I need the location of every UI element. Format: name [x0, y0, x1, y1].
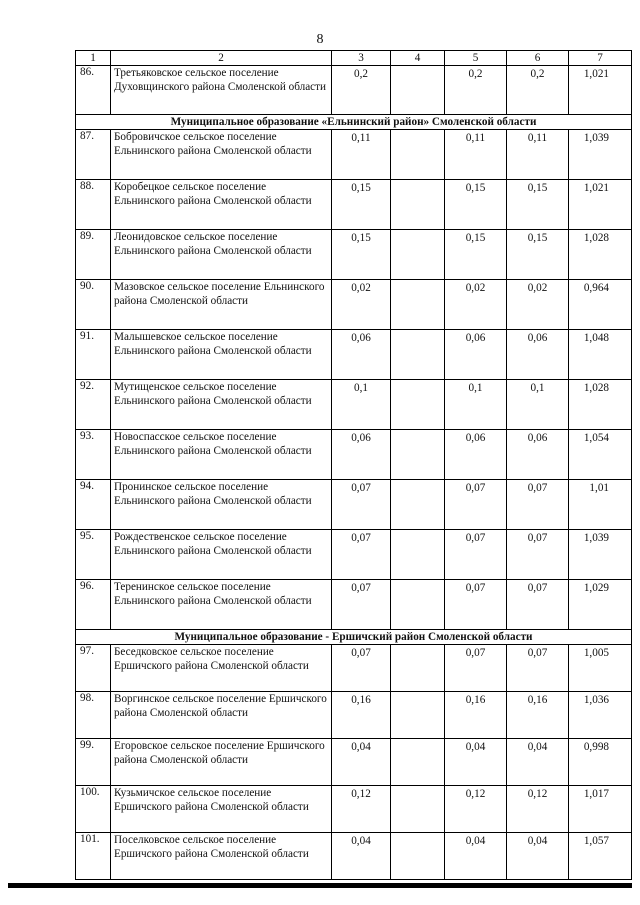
value-col4	[391, 130, 445, 180]
value-col5: 0,07	[445, 645, 507, 692]
table-row	[76, 430, 632, 480]
settlement-name: Кузьмичское сельское поселение Ершичского района Смоленской области	[111, 786, 332, 833]
row-number: 91.	[76, 330, 111, 380]
value-col3: 0,11	[332, 130, 391, 180]
value-col3: 0,04	[332, 739, 391, 786]
value-col3: 0,1	[332, 380, 391, 430]
value-col4	[391, 480, 445, 530]
settlement-name: Егоровское сельское поселение Ершичского района Смоленской области	[111, 739, 332, 786]
column-header: 1	[76, 51, 111, 66]
table-row	[76, 739, 632, 786]
settlement-name: Теренинское сельское поселение Ельнинского района Смоленской области	[111, 580, 332, 630]
settlement-name: Коробецкое сельское поселение Ельнинского района Смоленской области	[111, 180, 332, 230]
index-value: 1,036	[569, 692, 632, 739]
settlement-name: Третьяковское сельское поселение Духовщинского района Смоленской области	[111, 66, 332, 115]
value-col4	[391, 430, 445, 480]
value-col4	[391, 180, 445, 230]
index-value: 0,998	[569, 739, 632, 786]
value-col4	[391, 66, 445, 115]
table-row	[76, 230, 632, 280]
row-number: 89.	[76, 230, 111, 280]
table-row	[76, 786, 632, 833]
table-row	[76, 530, 632, 580]
table-row	[76, 580, 632, 630]
row-number: 101.	[76, 833, 111, 880]
value-col6: 0,1	[507, 380, 569, 430]
column-header: 7	[569, 51, 632, 66]
value-col6: 0,12	[507, 786, 569, 833]
bottom-rule	[8, 883, 632, 888]
column-header-row	[76, 51, 632, 66]
value-col3: 0,15	[332, 230, 391, 280]
value-col5: 0,12	[445, 786, 507, 833]
settlement-name: Беседковское сельское поселение Ершичского района Смоленской области	[111, 645, 332, 692]
index-value: 1,054	[569, 430, 632, 480]
settlement-name: Леонидовское сельское поселение Ельнинского района Смоленской области	[111, 230, 332, 280]
value-col5: 0,02	[445, 280, 507, 330]
value-col5: 0,15	[445, 230, 507, 280]
table-row	[76, 692, 632, 739]
table-row	[76, 66, 632, 115]
value-col5: 0,04	[445, 739, 507, 786]
value-col6: 0,07	[507, 645, 569, 692]
section-header-row	[76, 630, 632, 645]
value-col5: 0,04	[445, 833, 507, 880]
settlement-name: Малышевское сельское поселение Ельнинского района Смоленской области	[111, 330, 332, 380]
page-number: 8	[316, 32, 324, 47]
index-value: 1,028	[569, 380, 632, 430]
value-col5: 0,06	[445, 330, 507, 380]
value-col6: 0,06	[507, 430, 569, 480]
value-col5: 0,2	[445, 66, 507, 115]
table-row	[76, 130, 632, 180]
value-col6: 0,07	[507, 580, 569, 630]
value-col3: 0,06	[332, 330, 391, 380]
value-col6: 0,16	[507, 692, 569, 739]
row-number: 95.	[76, 530, 111, 580]
index-value: 1,017	[569, 786, 632, 833]
row-number: 86.	[76, 66, 111, 115]
value-col6: 0,06	[507, 330, 569, 380]
value-col5: 0,07	[445, 480, 507, 530]
value-col3: 0,04	[332, 833, 391, 880]
value-col3: 0,07	[332, 580, 391, 630]
section-header-row	[76, 115, 632, 130]
value-col3: 0,07	[332, 530, 391, 580]
table-row	[76, 645, 632, 692]
index-value: 1,029	[569, 580, 632, 630]
index-value: 1,039	[569, 530, 632, 580]
table-row	[76, 280, 632, 330]
value-col5: 0,06	[445, 430, 507, 480]
section-title: Муниципальное образование «Ельнинский район» Смоленской области	[76, 115, 632, 130]
index-value: 1,057	[569, 833, 632, 880]
index-value: 1,01	[569, 480, 632, 530]
value-col4	[391, 580, 445, 630]
value-col6: 0,07	[507, 480, 569, 530]
value-col6: 0,15	[507, 230, 569, 280]
value-col4	[391, 692, 445, 739]
row-number: 99.	[76, 739, 111, 786]
settlement-name: Пронинское сельское поселение Ельнинского района Смоленской области	[111, 480, 332, 530]
table-row	[76, 480, 632, 530]
column-header: 4	[391, 51, 445, 66]
data-table	[75, 50, 632, 880]
value-col4	[391, 645, 445, 692]
value-col5: 0,15	[445, 180, 507, 230]
settlement-name: Мазовское сельское поселение Ельнинского района Смоленской области	[111, 280, 332, 330]
value-col3: 0,06	[332, 430, 391, 480]
value-col3: 0,02	[332, 280, 391, 330]
value-col4	[391, 380, 445, 430]
value-col6: 0,15	[507, 180, 569, 230]
index-value: 1,039	[569, 130, 632, 180]
column-header: 2	[111, 51, 332, 66]
index-value: 1,048	[569, 330, 632, 380]
value-col4	[391, 833, 445, 880]
settlement-name: Мутищенское сельское поселение Ельнинского района Смоленской области	[111, 380, 332, 430]
section-title: Муниципальное образование - Ершичский район Смоленской области	[76, 630, 632, 645]
row-number: 93.	[76, 430, 111, 480]
value-col4	[391, 280, 445, 330]
value-col3: 0,12	[332, 786, 391, 833]
value-col5: 0,07	[445, 580, 507, 630]
table-row	[76, 180, 632, 230]
value-col5: 0,11	[445, 130, 507, 180]
row-number: 96.	[76, 580, 111, 630]
value-col3: 0,2	[332, 66, 391, 115]
row-number: 87.	[76, 130, 111, 180]
settlement-name: Рождественское сельское поселение Ельнинского района Смоленской области	[111, 530, 332, 580]
column-header: 6	[507, 51, 569, 66]
row-number: 88.	[76, 180, 111, 230]
value-col3: 0,07	[332, 480, 391, 530]
row-number: 92.	[76, 380, 111, 430]
value-col6: 0,04	[507, 739, 569, 786]
index-value: 1,021	[569, 66, 632, 115]
value-col4	[391, 786, 445, 833]
index-value: 1,005	[569, 645, 632, 692]
value-col6: 0,11	[507, 130, 569, 180]
index-value: 1,021	[569, 180, 632, 230]
value-col5: 0,07	[445, 530, 507, 580]
settlement-name: Воргинское сельское поселение Ершичского района Смоленской области	[111, 692, 332, 739]
value-col4	[391, 330, 445, 380]
settlement-name: Бобровичское сельское поселение Ельнинского района Смоленской области	[111, 130, 332, 180]
value-col6: 0,04	[507, 833, 569, 880]
value-col3: 0,15	[332, 180, 391, 230]
value-col6: 0,07	[507, 530, 569, 580]
value-col3: 0,16	[332, 692, 391, 739]
value-col4	[391, 739, 445, 786]
row-number: 94.	[76, 480, 111, 530]
table-row	[76, 330, 632, 380]
value-col6: 0,2	[507, 66, 569, 115]
value-col3: 0,07	[332, 645, 391, 692]
value-col4	[391, 230, 445, 280]
value-col4	[391, 530, 445, 580]
row-number: 90.	[76, 280, 111, 330]
row-number: 100.	[76, 786, 111, 833]
row-number: 97.	[76, 645, 111, 692]
index-value: 1,028	[569, 230, 632, 280]
settlement-name: Новоспасское сельское поселение Ельнинского района Смоленской области	[111, 430, 332, 480]
column-header: 3	[332, 51, 391, 66]
index-value: 0,964	[569, 280, 632, 330]
value-col6: 0,02	[507, 280, 569, 330]
settlement-name: Поселковское сельское поселение Ершичского района Смоленской области	[111, 833, 332, 880]
table-row	[76, 380, 632, 430]
value-col5: 0,16	[445, 692, 507, 739]
table-row	[76, 833, 632, 880]
column-header: 5	[445, 51, 507, 66]
row-number: 98.	[76, 692, 111, 739]
value-col5: 0,1	[445, 380, 507, 430]
